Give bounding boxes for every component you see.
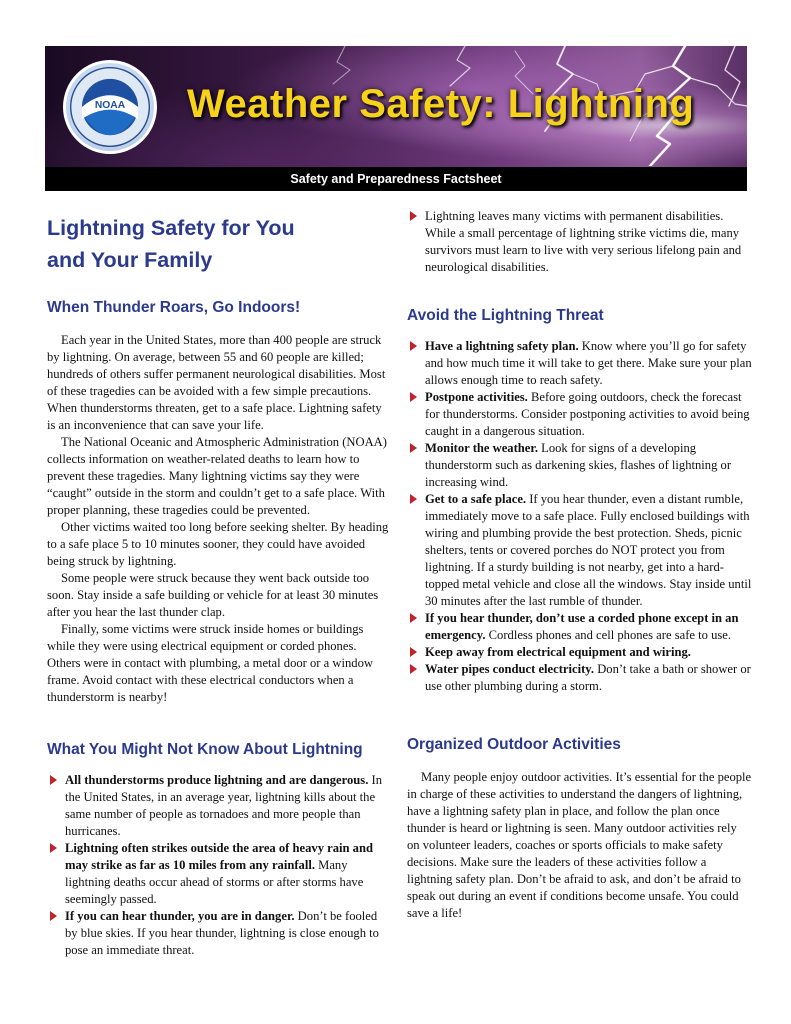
bullet-triangle-icon [410,494,417,504]
bullet-triangle-icon [50,911,57,921]
section-title-what-you-might-not-know: What You Might Not Know About Lightning [47,741,363,758]
page-title: Weather Safety: Lightning [187,82,695,126]
paragraph: Finally, some victims were struck inside homes or buildings while they were using electrical equipment or corded phones. Others were in contact with plumbing, a metal door or a window frame. Avoid contact with these electrical conductors when a thunderstorm is nearby! [47,622,373,704]
main-heading [47,212,390,276]
bullet-bold: Keep away from electrical equipment and wiring. [425,645,691,659]
bullet-text: Look for signs of a developing thunderstorm such as darkening skies, flashes of lightning or increasing wind. [425,441,732,489]
bullet-text: Know where you’ll go for safety and how much time it will take to get there. Make sure your plan allows enough time to reach safety. [425,339,752,387]
bullet-triangle-icon [410,647,417,657]
bullet-bold: Postpone activities. [425,390,528,404]
list-item [407,610,752,644]
bullet-bold: If you hear thunder, don’t use a corded phone except in an emergency. [425,611,739,642]
facts-list [47,772,390,959]
bullet-triangle-icon [410,341,417,351]
paragraph: Many people enjoy outdoor activities. It’s essential for the people in charge of these activities to understand the dangers of lightning, have a lightning safety plan in place, and follow the plan once thunder is heard or lightning is seen. Many outdoor activities rely on volunteer leaders, coaches or sports officials to make safety decisions. Make sure the leaders of these activities follow a lightning safety plan. Don’t be afraid to ask, and don’t be afraid to speak out during an event if conditions become unsafe. You could save a life! [407,770,752,920]
bullet-text: Before going outdoors, check the forecast for thunderstorms. Consider postponing activities to avoid being caught in a dangerous situation. [425,390,750,438]
main-heading-line1: Lightning Safety for You [47,216,295,240]
bullet-triangle-icon [410,211,417,221]
bullet-bold: Water pipes conduct electricity. [425,662,595,676]
svg-text:NOAA: NOAA [94,99,126,111]
list-item [407,644,752,661]
bullet-triangle-icon [410,613,417,623]
disabilities-list [407,208,752,276]
paragraph: Other victims waited too long before seeking shelter. By heading to a safe place 5 to 10 minutes sooner, they could have avoided being struck by lightning. [47,520,389,568]
main-heading-line2: and Your Family [47,248,213,272]
bullet-triangle-icon [410,443,417,453]
list-item [407,208,752,276]
bullet-bold: Lightning often strikes outside the area of heavy rain and may strike as far as 10 miles from any rainfall. [65,841,373,872]
bullet-bold: Have a lightning safety plan. [425,339,579,353]
list-item [47,772,390,840]
subtitle-bar [45,167,747,191]
section-title-outdoor-activities: Organized Outdoor Activities [407,736,621,753]
right-column [407,208,752,922]
list-item [407,661,752,695]
bullet-text: Many lightning deaths occur ahead of storms or after storms have seemingly passed. [65,858,364,906]
bullet-bold: All thunderstorms produce lightning and are dangerous. [65,773,369,787]
section-title-avoid-threat: Avoid the Lightning Threat [407,307,604,324]
bullet-text: If you hear thunder, even a distant rumble, immediately move to a safe place. Fully enclosed buildings with wiring and plumbing provide the best protection. Sheds, picnic shelters, tents or covered porches do NOT protect you from lightning. If a sturdy building is not nearby, get into a hard-topped metal vehicle and close all the windows. Stay inside until 30 minutes after the last rumble of thunder. [425,492,752,608]
bullet-triangle-icon [50,775,57,785]
bullet-text: In the United States, in an average year, lightning kills about the same number of people as tornadoes and more people than hurricanes. [65,773,382,838]
list-item [407,491,752,610]
bullet-triangle-icon [410,664,417,674]
bullet-text: Don’t be fooled by blue skies. If you hear thunder, lightning is close enough to pose an immediate threat. [65,909,379,957]
paragraph: Each year in the United States, more than 400 people are struck by lightning. On average, between 55 and 60 people are killed; hundreds of others suffer permanent neurological disabilities. Most of these tragedies can be avoided with a few simple precautions. When thunderstorms threaten, get to a safe place. Lightning safety is an inconvenience that can save your life. [47,333,386,432]
noaa-seal-icon [66,63,154,151]
bullet-triangle-icon [410,392,417,402]
bullet-bold: Monitor the weather. [425,441,538,455]
bullet-bold: If you can hear thunder, you are in danger. [65,909,295,923]
bullet-bold: Get to a safe place. [425,492,527,506]
paragraph: Some people were struck because they went back outside too soon. Stay inside a safe building or vehicle for at least 30 minutes after you hear the last thunder clap. [47,571,379,619]
list-item [407,338,752,389]
subtitle: Safety and Preparedness Factsheet [290,172,502,186]
list-item [47,840,390,908]
bullet-triangle-icon [50,843,57,853]
left-column [47,208,390,959]
section-title-go-indoors: When Thunder Roars, Go Indoors! [47,299,301,316]
go-indoors-body [47,332,390,706]
list-item [407,389,752,440]
avoid-threat-list [407,338,752,695]
header-banner [45,46,747,191]
bullet-text: Lightning leaves many victims with permanent disabilities. While a small percentage of lightning strike victims die, many survivors must learn to live with very serious lifelong pain and neurological disabilities. [425,209,742,274]
list-item [47,908,390,959]
bullet-text: Don’t take a bath or shower or use other plumbing during a storm. [425,662,751,693]
paragraph: The National Oceanic and Atmospheric Administration (NOAA) collects information on weather-related deaths to learn how to prevent these tragedies. Many lightning victims say they were “caught” outside in the storm and couldn’t get to a safe place. With proper planning, these tragedies could be prevented. [47,435,387,517]
bullet-text: Cordless phones and cell phones are safe to use. [485,628,732,642]
list-item [407,440,752,491]
noaa-logo [63,60,157,154]
